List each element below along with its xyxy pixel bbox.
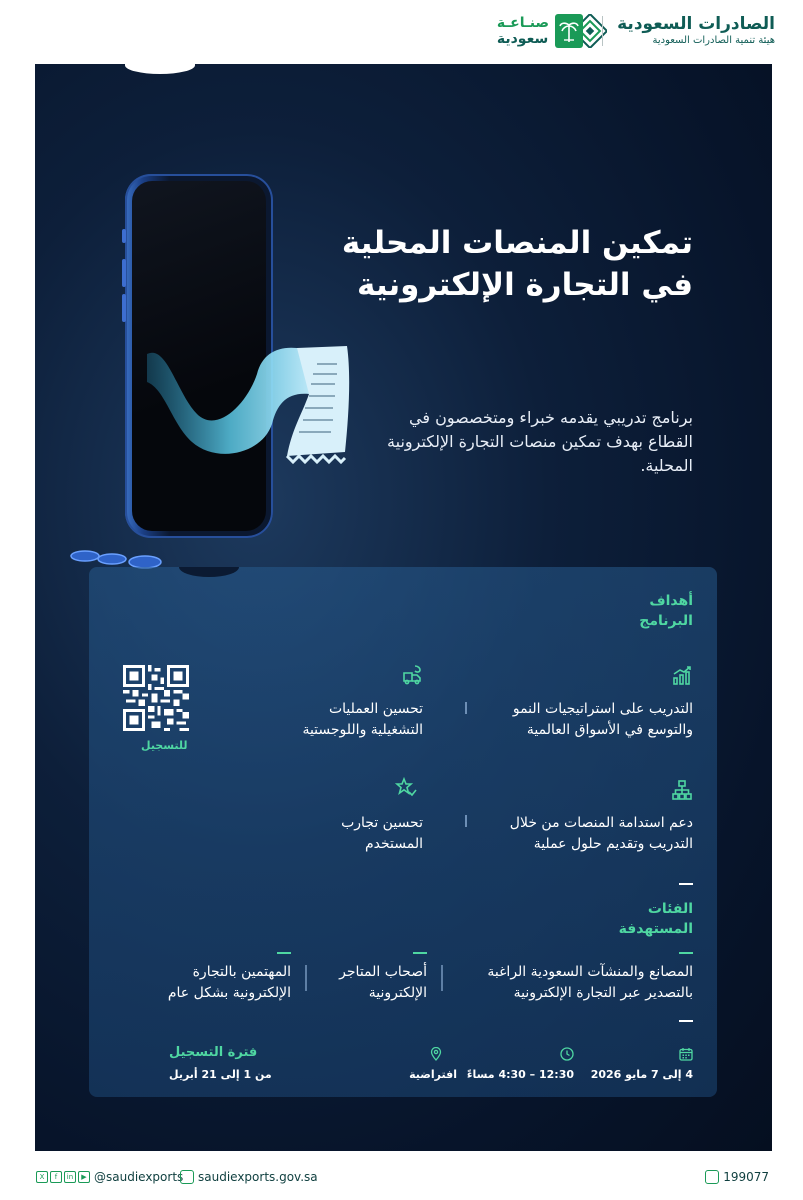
phone-text[interactable]: 199077 — [723, 1170, 769, 1184]
target-text-line2: الإلكترونية — [368, 985, 427, 1001]
target-text-line2: بالتصدير عبر التجارة الإلكترونية — [513, 985, 693, 1001]
social-icons — [36, 1171, 90, 1183]
goal-item — [302, 699, 423, 741]
saudi-made-logo — [497, 14, 583, 48]
goal-item — [513, 699, 693, 741]
target-separator — [305, 965, 307, 991]
targets-heading — [619, 899, 693, 939]
header-divider — [602, 16, 603, 46]
target-text-line2: الإلكترونية بشكل عام — [167, 985, 291, 1001]
event-location: افتراضية — [409, 1068, 457, 1081]
goal-text-line2: التشغيلية واللوجستية — [302, 722, 423, 738]
social-handle-text[interactable]: @saudiexports — [94, 1170, 184, 1184]
palm-tree-icon — [555, 14, 583, 48]
saudi-made-word1: صنـاعـة — [496, 15, 549, 31]
program-details-panel — [89, 567, 717, 1097]
target-separator — [441, 965, 443, 991]
program-title-line2: في التجارة الإلكترونية — [357, 267, 693, 303]
targets-heading-line1: الفئات — [647, 901, 693, 917]
saudi-exports-subtitle: هيئة تنمية الصادرات السعودية — [652, 34, 775, 46]
program-title — [342, 222, 693, 306]
target-group-item — [339, 962, 427, 1004]
program-poster — [35, 64, 772, 1151]
target-text-line1: أصحاب المتاجر — [339, 964, 427, 980]
event-date: 4 إلى 7 مايو 2026 — [590, 1068, 693, 1081]
phone-number[interactable] — [705, 1170, 769, 1184]
page-footer — [0, 1160, 803, 1200]
facebook-icon[interactable]: f — [50, 1171, 62, 1183]
growth-chart-icon — [671, 665, 693, 687]
phone-side-button — [122, 259, 126, 287]
clock-icon — [560, 1047, 574, 1061]
target-group-item — [168, 962, 291, 1004]
receipt-ribbon-illustration — [137, 334, 367, 474]
panel-top-notch — [179, 567, 239, 577]
saudi-made-word2: سعودية — [496, 31, 549, 47]
poster-top-notch — [125, 64, 195, 74]
phone-icon — [705, 1170, 719, 1184]
registration-period-dates: من 1 إلى 21 أبريل — [169, 1068, 272, 1081]
phone-side-button — [122, 294, 126, 322]
section-divider-dash — [679, 1020, 693, 1022]
target-text-line1: المصانع والمنشآت السعودية الراغبة — [487, 964, 693, 980]
target-marker — [413, 952, 427, 954]
program-intro: برنامج تدريبي يقدمه خبراء ومتخصصون في القطاع بهدف تمكين منصات التجارة الإلكترونية المحلية. — [387, 408, 693, 475]
youtube-icon[interactable]: ▶ — [78, 1171, 90, 1183]
website-text[interactable]: saudiexports.gov.sa — [198, 1170, 318, 1184]
goals-heading-line2: البرنامج — [639, 613, 693, 629]
globe-icon — [180, 1170, 194, 1184]
website-link[interactable] — [180, 1170, 318, 1184]
program-title-line1: تمكين المنصات المحلية — [341, 225, 693, 261]
goals-heading — [639, 591, 693, 631]
goal-text-line2: المستخدم — [364, 836, 423, 852]
goals-heading-line1: أهداف — [649, 593, 693, 609]
goal-text-line1: التدريب على استراتيجيات النمو — [512, 701, 693, 717]
location-pin-icon — [429, 1047, 443, 1061]
goal-text-line2: والتوسع في الأسواق العالمية — [526, 722, 693, 738]
goal-text-line1: دعم استدامة المنصات من خلال — [509, 815, 693, 831]
saudi-exports-name: الصادرات السعودية — [617, 13, 775, 34]
delivery-box-icon — [401, 663, 423, 685]
goal-text-line1: تحسين تجارب — [341, 815, 423, 831]
target-group-item — [487, 962, 693, 1004]
x-twitter-icon[interactable]: X — [36, 1171, 48, 1183]
target-marker — [277, 952, 291, 954]
goal-text-line2: التدريب وتقديم حلول عملية — [533, 836, 693, 852]
event-time: 12:30 – 4:30 مساءً — [466, 1068, 574, 1081]
linkedin-icon[interactable]: in — [64, 1171, 76, 1183]
phone-side-button — [122, 229, 126, 243]
qr-register-label: للتسجيل — [141, 739, 188, 752]
goal-marker — [465, 815, 467, 827]
star-rating-icon — [395, 777, 417, 799]
goal-item — [510, 813, 693, 855]
calendar-icon — [679, 1047, 693, 1061]
target-text-line1: المهتمين بالتجارة — [192, 964, 291, 980]
registration-period-heading: فترة التسجيل — [169, 1045, 258, 1060]
goal-text-line1: تحسين العمليات — [328, 701, 423, 717]
targets-heading-line2: المستهدفة — [618, 921, 693, 937]
saudi-exports-logo — [573, 14, 775, 48]
page-header — [0, 0, 803, 62]
goal-marker — [465, 702, 467, 714]
network-hierarchy-icon — [671, 779, 693, 801]
social-handle[interactable] — [36, 1170, 183, 1184]
registration-qr-code[interactable] — [123, 665, 189, 731]
goal-item — [341, 813, 423, 855]
target-marker — [679, 952, 693, 954]
section-divider-dash — [679, 883, 693, 885]
